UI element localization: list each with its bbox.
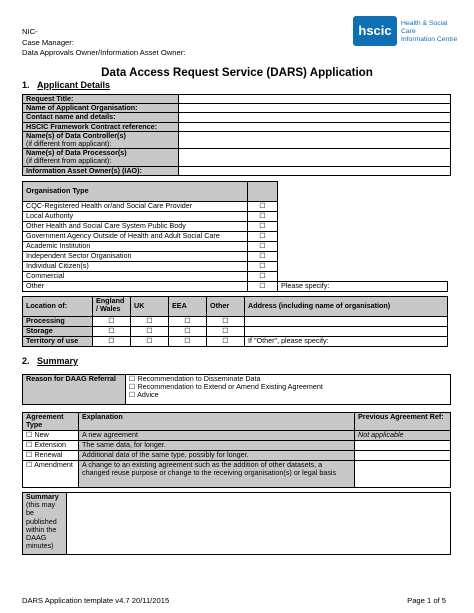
location-header: EEA — [169, 297, 207, 317]
org-type-label: Government Agency Outside of Health and Adult Social Care — [23, 232, 248, 242]
request-title-input[interactable] — [179, 95, 451, 104]
agreement-type-label: New — [34, 430, 49, 439]
eea-checkbox[interactable]: ☐ — [169, 317, 207, 327]
location-header: Other — [207, 297, 245, 317]
organisation-type-table — [22, 181, 448, 292]
document-header — [22, 27, 185, 59]
location-row-label: Processing — [23, 317, 93, 327]
referral-options — [126, 375, 451, 405]
agreement-type-table — [22, 412, 451, 488]
header-cell — [248, 182, 278, 202]
section-1-label: Applicant Details — [37, 80, 111, 90]
location-header: Address (including name of organisation) — [245, 297, 448, 317]
blank-cell — [278, 202, 448, 212]
org-type-checkbox[interactable]: ☐ — [248, 202, 278, 212]
location-header: England / Wales — [93, 297, 131, 317]
applicant-details-table — [22, 94, 451, 176]
previous-agreement-ref-input[interactable] — [355, 461, 451, 488]
field-label: HSCIC Framework Contract reference: — [23, 122, 179, 131]
agreement-explanation: A new agreement — [79, 431, 355, 441]
agreement-type-label: Extension — [34, 440, 67, 449]
summary-label-cell — [23, 493, 67, 555]
blank-cell — [278, 272, 448, 282]
org-type-label: Other — [23, 282, 248, 292]
checkbox-icon: ☐ — [129, 382, 136, 392]
england-wales-checkbox[interactable]: ☐ — [93, 337, 131, 347]
referral-option[interactable] — [129, 391, 447, 399]
field-label: Request Title: — [23, 95, 179, 104]
logo-line-1: Health & Social Care — [401, 20, 448, 35]
checkbox-icon: ☐ — [129, 374, 136, 383]
org-type-label: Academic Institution — [23, 242, 248, 252]
blank-cell — [278, 262, 448, 272]
controller-label: Name(s) of Data Controller(s) — [26, 130, 126, 140]
eea-checkbox[interactable]: ☐ — [169, 337, 207, 347]
hscic-logo — [353, 16, 458, 50]
checkbox-icon: ☐ — [26, 450, 33, 459]
summary-note: published — [26, 516, 57, 526]
page-title: Data Access Request Service (DARS) Application — [101, 66, 373, 79]
summary-note: DAAG — [26, 533, 47, 543]
other-checkbox[interactable]: ☐ — [207, 317, 245, 327]
previous-agreement-ref: Not applicable — [355, 431, 451, 441]
footer-template-version: DARS Application template v4.7 20/11/2015 — [22, 596, 170, 605]
referral-option-label: Recommendation to Extend or Amend Existing Agreement — [137, 382, 323, 392]
applicant-organisation-input[interactable] — [179, 104, 451, 113]
checkbox-icon: ☐ — [26, 460, 33, 469]
logo-line-2: Information Centre — [401, 36, 458, 43]
blank-cell — [278, 212, 448, 222]
org-type-checkbox[interactable]: ☐ — [248, 282, 278, 292]
checkbox-icon: ☐ — [26, 430, 33, 439]
other-checkbox[interactable]: ☐ — [207, 327, 245, 337]
agreement-header: Previous Agreement Ref: — [355, 413, 451, 431]
referral-table — [22, 374, 451, 405]
previous-agreement-ref-input[interactable] — [355, 451, 451, 461]
agreement-type-option[interactable] — [23, 451, 79, 461]
summary-table — [22, 492, 451, 555]
section-2-label: Summary — [37, 356, 79, 366]
location-table — [22, 296, 448, 347]
nic-reference: NIC- — [22, 27, 38, 36]
processor-note: (if different from applicant): — [26, 156, 112, 166]
referral-label: Reason for DAAG Referral — [23, 375, 126, 405]
summary-input[interactable] — [67, 493, 451, 555]
field-label: Information Asset Owner(s) (IAO): — [23, 166, 179, 175]
org-type-checkbox[interactable]: ☐ — [248, 262, 278, 272]
controller-note: (if different from applicant): — [26, 139, 112, 149]
org-type-label: Commercial — [23, 272, 248, 282]
org-type-label: Local Authority — [23, 212, 248, 222]
field-label — [23, 131, 179, 148]
other-specify-input[interactable] — [278, 282, 448, 292]
org-type-checkbox[interactable]: ☐ — [248, 232, 278, 242]
blank-cell — [278, 242, 448, 252]
agreement-type-label: Amendment — [34, 460, 73, 469]
agreement-explanation: The same data, for longer. — [79, 441, 355, 451]
footer-page-number: Page 1 of 5 — [407, 596, 446, 605]
previous-agreement-ref-input[interactable] — [355, 441, 451, 451]
section-2-number: 2. — [22, 356, 30, 366]
blank-cell — [278, 252, 448, 262]
information-asset-owner-input[interactable] — [179, 166, 451, 175]
framework-contract-input[interactable] — [179, 122, 451, 131]
agreement-explanation: A change to an existing agreement such as the addition of other datasets, a changed reuse purpose or change to the receiving organisation(s) or legal basis — [79, 461, 355, 488]
org-type-checkbox[interactable]: ☐ — [248, 242, 278, 252]
agreement-type-option[interactable] — [23, 431, 79, 441]
eea-checkbox[interactable]: ☐ — [169, 327, 207, 337]
uk-checkbox[interactable]: ☐ — [131, 337, 169, 347]
section-1-number: 1. — [22, 80, 30, 90]
org-type-checkbox[interactable]: ☐ — [248, 272, 278, 282]
summary-label: Summary — [26, 492, 59, 501]
org-type-checkbox[interactable]: ☐ — [248, 212, 278, 222]
blank-cell — [278, 182, 448, 202]
org-type-label: Other Health and Social Care System Public Body — [23, 222, 248, 232]
section-2-heading — [22, 356, 78, 366]
agreement-type-option[interactable] — [23, 441, 79, 451]
summary-note: minutes) — [26, 541, 54, 551]
blank-cell — [278, 222, 448, 232]
hscic-logo-mark: hscic — [353, 16, 397, 46]
data-controller-input[interactable] — [179, 131, 451, 148]
hscic-logo-text — [401, 20, 458, 44]
referral-option[interactable] — [129, 383, 447, 391]
contact-details-input[interactable] — [179, 113, 451, 122]
if-other-label: If "Other", please specify: — [248, 336, 329, 345]
location-row-label: Storage — [23, 327, 93, 337]
other-checkbox[interactable]: ☐ — [207, 337, 245, 347]
processor-label: Name(s) of Data Processor(s) — [26, 148, 127, 158]
please-specify-label: Please specify: — [281, 281, 330, 290]
processing-address-input[interactable] — [245, 317, 448, 327]
summary-note: within the — [26, 524, 57, 534]
agreement-type-label: Renewal — [34, 450, 63, 459]
org-type-label: CQC-Registered Health or/and Social Care Provider — [23, 202, 248, 212]
org-type-label: Individual Citizen(s) — [23, 262, 248, 272]
field-label: Contact name and details: — [23, 113, 179, 122]
blank-cell — [278, 232, 448, 242]
org-type-label: Independent Sector Organisation — [23, 252, 248, 262]
data-processor-input[interactable] — [179, 149, 451, 166]
checkbox-icon: ☐ — [129, 390, 136, 400]
england-wales-checkbox[interactable]: ☐ — [93, 317, 131, 327]
org-type-checkbox[interactable]: ☐ — [248, 252, 278, 262]
storage-address-input[interactable] — [245, 327, 448, 337]
section-1-heading — [22, 80, 110, 90]
field-label: Name of Applicant Organisation: — [23, 104, 179, 113]
location-header: Location of: — [23, 297, 93, 317]
referral-option-label: Recommendation to Disseminate Data — [137, 374, 261, 383]
org-type-checkbox[interactable]: ☐ — [248, 222, 278, 232]
location-row-label: Territory of use — [23, 337, 93, 347]
uk-checkbox[interactable]: ☐ — [131, 327, 169, 337]
uk-checkbox[interactable]: ☐ — [131, 317, 169, 327]
summary-note: (this may be — [26, 500, 56, 518]
location-header: UK — [131, 297, 169, 317]
agreement-header: Explanation — [79, 413, 355, 431]
agreement-header: Agreement Type — [23, 413, 79, 431]
england-wales-checkbox[interactable]: ☐ — [93, 327, 131, 337]
agreement-type-option[interactable] — [23, 461, 79, 488]
data-approvals-owner-label: Data Approvals Owner/Information Asset Owner: — [22, 48, 186, 57]
field-label — [23, 149, 179, 166]
checkbox-icon: ☐ — [26, 440, 33, 449]
referral-option-label: Advice — [137, 390, 159, 400]
case-manager-label: Case Manager: — [22, 37, 74, 47]
organisation-type-header: Organisation Type — [23, 182, 248, 202]
agreement-explanation: Additional data of the same type, possibly for longer. — [79, 451, 355, 461]
territory-other-specify-input[interactable] — [245, 337, 448, 347]
